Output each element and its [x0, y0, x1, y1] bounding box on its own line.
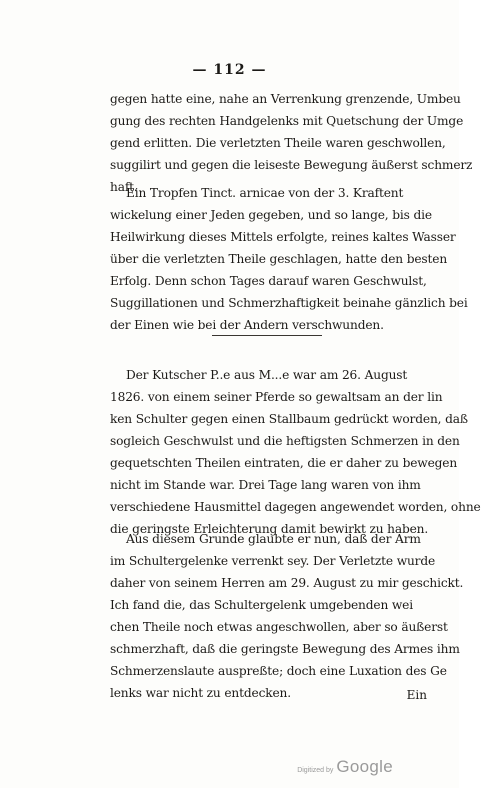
- text-line: Erfolg. Denn schon Tages darauf waren Geschwulst,: [110, 274, 427, 288]
- text-line: gegen hatte eine, nahe an Verrenkung grenzende, Umbeu: [110, 92, 461, 106]
- text-line: die geringste Erleichterung damit bewirkt zu haben.: [110, 522, 429, 536]
- section-divider: [212, 335, 322, 336]
- text-line: gequetschten Theilen eintraten, die er daher zu bewegen: [110, 456, 458, 470]
- text-line: der Einen wie bei der Andern verschwunden.: [110, 318, 384, 332]
- paragraph-3: [110, 364, 481, 540]
- text-line: chen Theile noch etwas angeschwollen, aber so äußerst: [110, 620, 448, 634]
- text-line: nicht im Stande war. Drei Tage lang waren von ihm: [110, 478, 421, 492]
- text-line: Schmerzenslaute auspreßte; doch eine Luxation des Ge: [110, 664, 447, 678]
- text-line: über die verletzten Theile geschlagen, hatte den besten: [110, 252, 448, 266]
- text-line: im Schultergelenke verrenkt sey. Der Verletzte wurde: [110, 554, 436, 568]
- text-line: 1826. von einem seiner Pferde so gewaltsam an der lin: [110, 390, 443, 404]
- text-line: Suggillationen und Schmerzhaftigkeit beinahe gänzlich bei: [110, 296, 468, 310]
- watermark-prefix: Digitized by: [297, 767, 334, 774]
- text-line: gend erlitten. Die verletzten Theile waren geschwollen,: [110, 136, 446, 150]
- text-line: Der Kutscher P..e aus M...e war am 26. August: [126, 368, 408, 382]
- text-line: wickelung einer Jeden gegeben, und so lange, bis die: [110, 208, 432, 222]
- text-line: sogleich Geschwulst und die heftigsten Schmerzen in den: [110, 434, 460, 448]
- digitization-watermark: [297, 757, 393, 777]
- page-number: — 112 —: [192, 62, 267, 78]
- text-line: ken Schulter gegen einen Stallbaum gedrückt worden, daß: [110, 412, 468, 426]
- watermark-brand: Google: [336, 757, 393, 776]
- text-line: Ein Tropfen Tinct. arnicae von der 3. Kraftent: [126, 186, 404, 200]
- text-line: suggilirt und gegen die leiseste Bewegung äußerst schmerz: [110, 158, 473, 172]
- catchword: Ein: [406, 688, 427, 702]
- text-line: gung des rechten Handgelenks mit Quetschung der Umge: [110, 114, 464, 128]
- text-line: daher von seinem Herren am 29. August zu mir geschickt.: [110, 576, 464, 590]
- paragraph-4: [110, 528, 464, 704]
- text-line: Heilwirkung dieses Mittels erfolgte, reines kaltes Wasser: [110, 230, 456, 244]
- text-line: Ich fand die, das Schultergelenk umgebenden wei: [110, 598, 413, 612]
- text-line: schmerzhaft, daß die geringste Bewegung des Armes ihm: [110, 642, 460, 656]
- text-line: lenks war nicht zu entdecken.: [110, 686, 291, 700]
- text-line: verschiedene Hausmittel dagegen angewendet worden, ohne: [110, 500, 481, 514]
- paragraph-2: [110, 182, 468, 336]
- text-line: Aus diesem Grunde glaubte er nun, daß der Arm: [126, 532, 421, 546]
- text-line: haft.: [110, 180, 138, 194]
